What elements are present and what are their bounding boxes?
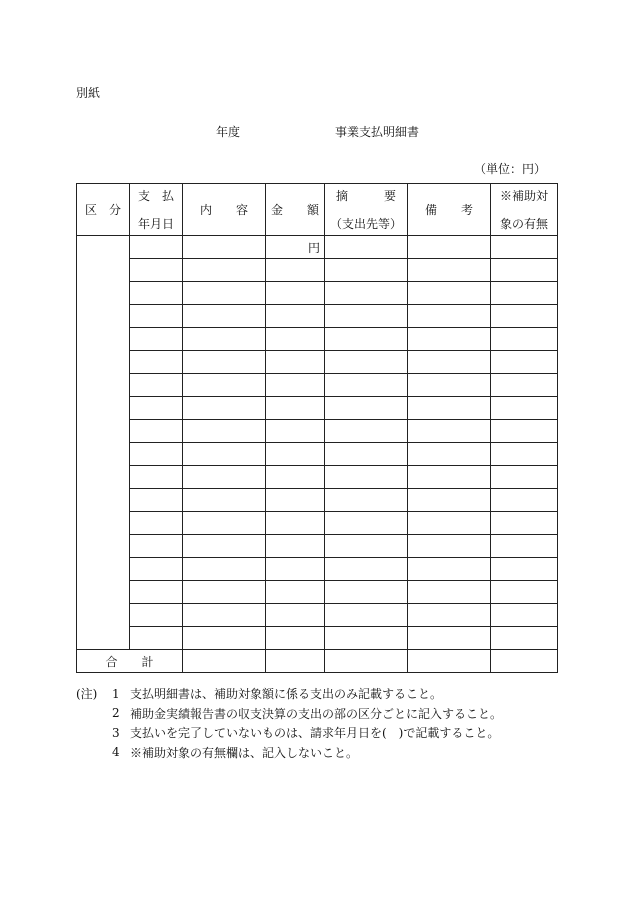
header-summary-top: 摘 要: [335, 189, 396, 203]
amount-cell[interactable]: [266, 420, 325, 443]
content-cell[interactable]: [183, 627, 266, 650]
note-item: [76, 743, 502, 763]
summary-cell[interactable]: [325, 305, 408, 328]
table-row: [77, 236, 558, 259]
note-text: 支払明細書は、補助対象額に係る支出のみ記載すること。: [130, 687, 443, 702]
table-row: [77, 512, 558, 535]
note-item: [76, 704, 502, 724]
unit-label: （単位：円）: [474, 162, 547, 176]
header-kubun: 区 分: [77, 184, 130, 236]
header-subsidy-top: ※補助対: [499, 189, 548, 203]
note-text: ※補助対象の有無欄は、記入しないこと。: [130, 745, 359, 760]
summary-cell[interactable]: [325, 236, 408, 259]
content-cell[interactable]: [183, 282, 266, 305]
content-cell[interactable]: [183, 443, 266, 466]
content-cell[interactable]: [183, 489, 266, 512]
header-remarks: 備 考: [408, 184, 491, 236]
subsidy-cell[interactable]: [491, 581, 558, 604]
note-item: [76, 723, 502, 743]
note-item: [76, 684, 502, 704]
table-row: [77, 443, 558, 466]
summary-cell[interactable]: [325, 604, 408, 627]
table-row: [77, 535, 558, 558]
header-amount: 金 額: [266, 184, 325, 236]
table-row: [77, 489, 558, 512]
header-summary-bottom: （支出先等）: [329, 217, 402, 231]
subsidy-cell[interactable]: [491, 627, 558, 650]
remarks-cell[interactable]: [408, 328, 491, 351]
content-cell[interactable]: [183, 351, 266, 374]
remarks-cell[interactable]: [408, 259, 491, 282]
summary-cell[interactable]: [325, 512, 408, 535]
date-cell[interactable]: [130, 282, 183, 305]
note-number: 1: [112, 686, 120, 701]
amount-cell[interactable]: [266, 328, 325, 351]
content-cell[interactable]: [183, 581, 266, 604]
expense-table: [76, 183, 558, 673]
header-subsidy-bottom: 象の有無: [499, 217, 548, 231]
note-number: 2: [112, 706, 120, 721]
summary-cell[interactable]: [325, 282, 408, 305]
header-date: [130, 184, 183, 236]
subsidy-cell[interactable]: [491, 328, 558, 351]
date-cell[interactable]: [130, 328, 183, 351]
subsidy-cell[interactable]: [491, 305, 558, 328]
date-cell[interactable]: [130, 558, 183, 581]
content-cell[interactable]: [183, 512, 266, 535]
table-row: [77, 374, 558, 397]
remarks-cell[interactable]: [408, 558, 491, 581]
header-subsidy: [491, 184, 558, 236]
content-cell[interactable]: [183, 604, 266, 627]
subsidy-cell[interactable]: [491, 443, 558, 466]
summary-cell[interactable]: [325, 535, 408, 558]
kubun-cell[interactable]: [77, 236, 130, 650]
subsidy-cell[interactable]: [491, 259, 558, 282]
table-row: [77, 558, 558, 581]
table-row: [77, 604, 558, 627]
table-row: [77, 397, 558, 420]
content-cell[interactable]: [183, 259, 266, 282]
date-cell[interactable]: [130, 627, 183, 650]
amount-cell[interactable]: [266, 512, 325, 535]
subsidy-cell[interactable]: [491, 535, 558, 558]
remarks-cell[interactable]: [408, 420, 491, 443]
amount-cell[interactable]: 円: [266, 236, 325, 259]
amount-cell[interactable]: [266, 489, 325, 512]
date-cell[interactable]: [130, 443, 183, 466]
remarks-cell[interactable]: [408, 581, 491, 604]
amount-cell[interactable]: [266, 374, 325, 397]
total-remarks-cell[interactable]: [408, 650, 491, 673]
subsidy-cell[interactable]: [491, 512, 558, 535]
summary-cell[interactable]: [325, 466, 408, 489]
summary-cell[interactable]: [325, 259, 408, 282]
content-cell[interactable]: [183, 535, 266, 558]
table-row: [77, 581, 558, 604]
table-row: [77, 282, 558, 305]
summary-cell[interactable]: [325, 328, 408, 351]
total-label: 合 計: [77, 650, 183, 673]
amount-cell[interactable]: [266, 604, 325, 627]
date-cell[interactable]: [130, 604, 183, 627]
remarks-cell[interactable]: [408, 512, 491, 535]
summary-cell[interactable]: [325, 489, 408, 512]
header-date-bottom: 年月日: [137, 217, 174, 231]
annex-label: 別紙: [76, 86, 101, 100]
total-row: [77, 650, 558, 673]
date-cell[interactable]: [130, 236, 183, 259]
table-row: [77, 328, 558, 351]
total-amount-cell[interactable]: [266, 650, 325, 673]
amount-cell[interactable]: [266, 558, 325, 581]
amount-cell[interactable]: [266, 627, 325, 650]
header-date-top: 支 払: [137, 189, 174, 203]
subsidy-cell[interactable]: [491, 397, 558, 420]
amount-cell[interactable]: [266, 305, 325, 328]
title-year: 年度: [216, 125, 241, 139]
amount-cell[interactable]: [266, 397, 325, 420]
subsidy-cell[interactable]: [491, 420, 558, 443]
summary-cell[interactable]: [325, 558, 408, 581]
content-cell[interactable]: [183, 420, 266, 443]
date-cell[interactable]: [130, 512, 183, 535]
date-cell[interactable]: [130, 397, 183, 420]
notes-label: (注): [76, 687, 98, 702]
table-row: [77, 420, 558, 443]
amount-cell[interactable]: [266, 443, 325, 466]
date-cell[interactable]: [130, 489, 183, 512]
date-cell[interactable]: [130, 351, 183, 374]
summary-cell[interactable]: [325, 627, 408, 650]
table-header-row: [77, 184, 558, 236]
note-number: 3: [112, 725, 120, 740]
header-content: 内 容: [183, 184, 266, 236]
amount-cell[interactable]: [266, 581, 325, 604]
amount-cell[interactable]: [266, 351, 325, 374]
summary-cell[interactable]: [325, 351, 408, 374]
remarks-cell[interactable]: [408, 236, 491, 259]
remarks-cell[interactable]: [408, 374, 491, 397]
table-row: [77, 351, 558, 374]
date-cell[interactable]: [130, 420, 183, 443]
content-cell[interactable]: [183, 236, 266, 259]
summary-cell[interactable]: [325, 397, 408, 420]
content-cell[interactable]: [183, 558, 266, 581]
date-cell[interactable]: [130, 259, 183, 282]
table-row: [77, 259, 558, 282]
content-cell[interactable]: [183, 374, 266, 397]
total-summary-cell[interactable]: [325, 650, 408, 673]
date-cell[interactable]: [130, 305, 183, 328]
note-text: 補助金実績報告書の収支決算の支出の部の区分ごとに記入すること。: [130, 706, 503, 721]
subsidy-cell[interactable]: [491, 351, 558, 374]
header-summary: [325, 184, 408, 236]
amount-cell[interactable]: [266, 259, 325, 282]
remarks-cell[interactable]: [408, 535, 491, 558]
page-title: 事業支払明細書: [335, 125, 420, 139]
remarks-cell[interactable]: [408, 489, 491, 512]
subsidy-cell[interactable]: [491, 489, 558, 512]
content-cell[interactable]: [183, 397, 266, 420]
summary-cell[interactable]: [325, 420, 408, 443]
note-text: 支払いを完了していないものは、請求年月日を( )で記載すること。: [130, 726, 500, 741]
amount-cell[interactable]: [266, 466, 325, 489]
subsidy-cell[interactable]: [491, 558, 558, 581]
content-cell[interactable]: [183, 305, 266, 328]
remarks-cell[interactable]: [408, 627, 491, 650]
remarks-cell[interactable]: [408, 466, 491, 489]
notes: [76, 684, 502, 762]
amount-cell[interactable]: [266, 535, 325, 558]
subsidy-cell[interactable]: [491, 466, 558, 489]
subsidy-cell[interactable]: [491, 236, 558, 259]
remarks-cell[interactable]: [408, 443, 491, 466]
subsidy-cell[interactable]: [491, 282, 558, 305]
subsidy-cell[interactable]: [491, 604, 558, 627]
table-row: [77, 305, 558, 328]
content-cell[interactable]: [183, 328, 266, 351]
table-row: [77, 627, 558, 650]
remarks-cell[interactable]: [408, 397, 491, 420]
date-cell[interactable]: [130, 466, 183, 489]
note-number: 4: [112, 745, 120, 760]
date-cell[interactable]: [130, 581, 183, 604]
subsidy-cell[interactable]: [491, 374, 558, 397]
total-content-cell[interactable]: [183, 650, 266, 673]
remarks-cell[interactable]: [408, 305, 491, 328]
remarks-cell[interactable]: [408, 351, 491, 374]
content-cell[interactable]: [183, 466, 266, 489]
total-subsidy-cell[interactable]: [491, 650, 558, 673]
date-cell[interactable]: [130, 535, 183, 558]
remarks-cell[interactable]: [408, 282, 491, 305]
date-cell[interactable]: [130, 374, 183, 397]
summary-cell[interactable]: [325, 443, 408, 466]
table-row: [77, 466, 558, 489]
amount-cell[interactable]: [266, 282, 325, 305]
summary-cell[interactable]: [325, 374, 408, 397]
remarks-cell[interactable]: [408, 604, 491, 627]
summary-cell[interactable]: [325, 581, 408, 604]
